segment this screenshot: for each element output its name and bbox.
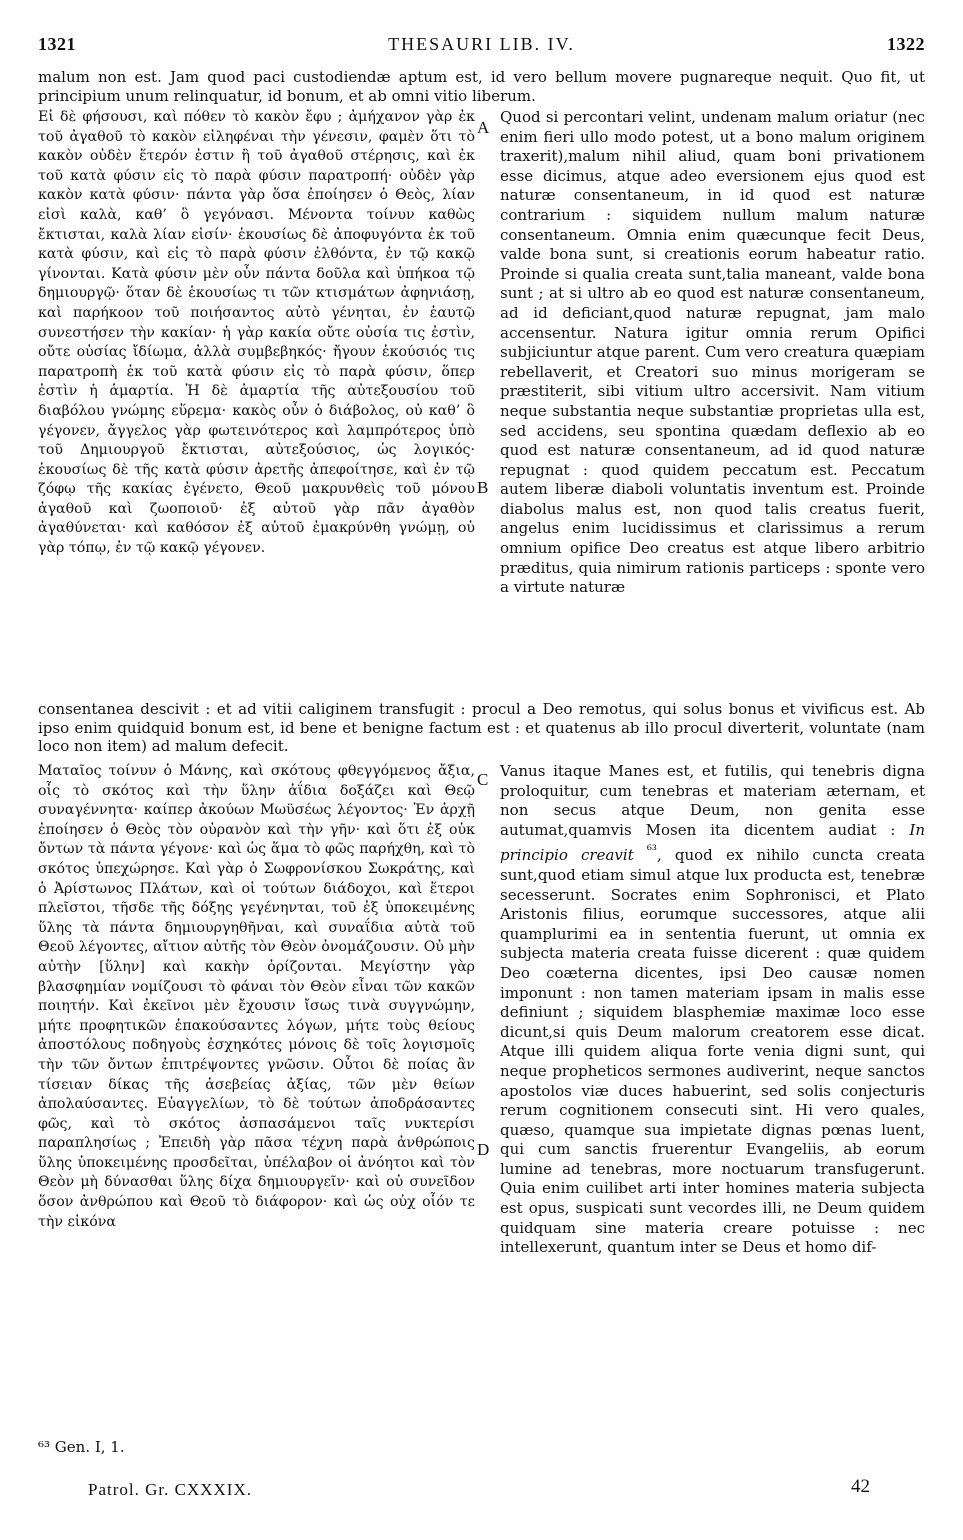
footer-collection: Patrol. Gr. CXXXIX.: [88, 1480, 252, 1499]
middle-paragraph: consentanea descivit : et ad vitii caliginem transfugit : procul a Deo remotus, qui solus bonus et vivificus est. Ab ipso enim quidquid bonum est, id bene et benigne factum est : et quatenus ab illo procul diverterit, voluntate (nam loco non item) ad malum defecit.: [38, 700, 925, 755]
margin-letter-d: D: [477, 1140, 490, 1159]
scripture-citation: In principio creavit: [500, 820, 925, 865]
footnote-ref: ⁶³: [646, 842, 657, 858]
latin-text-2b: , quod ex nihilo cuncta creata sunt,quod etiam simul atque lux producta est, tenebræ secesserunt. Socrates enim Sophronisci, et Plato Aristonis filius, eorumque successores, atque alii quamplurimi ea in sententia fuerunt, ut omnia ex subjecta materia creata fuisse dicerent : quæ quidem Deo coæterna dicentes, ipsi Deo causæ nomen imponunt : non tamen materiam ipsam in malis esse definiunt ; siquidem blasphemiæ maximæ loco esse dicunt,si quis Deum malorum creatorem esse dicat. Atque illi quidem aliqua forte venia digni sunt, qui neque propheticos sermones audiverint, neque sanctos apostolos viæ duces habuerint, sed solis conjecturis rerum cognitionem consecuti sint. Hi vero quales, quæso, quamque sua impietate dignas pœnas luent, qui cum sanctis fruerentur Evangeliis, ab eorum lumine ad tenebras, more noctuarum transfugerunt. Quia enim cuilibet arti inter homines materia subjecta est opus, suspicati sunt vecordes illi, ne Deum quidem quidquam sine materia creare potuisse : nec intellexerunt, quantum inter se Deus et homo dif-: [500, 846, 925, 1257]
latin-column-2: [500, 762, 925, 1418]
greek-column-2: Ματαῖος τοίνυν ὁ Μάνης, καὶ σκότους φθεγγόμενος ἄξια, οἷς τὸ σκότος καὶ τὴν ὕλην ἀΐδια δοξάζει καὶ Θεῷ συναγέννητα· καίπερ ἀκούων Μωϋσέως λέγοντος· Ἐν ἀρχῇ ἐποίησεν ὁ Θεὸς τὸν οὐρανὸν καὶ τὴν γῆν· καὶ ὅτι ἐξ οὐκ ὄντων τὰ πάντα γέγονε· καὶ ὡς ἅμα τὸ φῶς παρήχθη, καὶ τὸ σκότος ὑπεχώρησε. Καὶ γὰρ ὁ Σωφρονίσκου Σωκράτης, καὶ ὁ Ἀρίστωνος Πλάτων, καὶ οἱ τούτων διάδοχοι, καὶ ἕτεροι πλεῖστοι, τῆσδε τῆς δόξης γεγένηνται, τοῦ ἐξ ὑποκειμένης ὕλης τὰ πάντα δημιουργηθῆναι, καὶ συναΐδια αὐτὰ τοῦ Θεοῦ λέγοντες, αἴτιον αὐτῆς τὸν Θεὸν ὀνομάζουσιν. Οὐ μὴν αὐτὴν [ὕλην] καὶ κακὴν ὁρίζονται. Μεγίστην γὰρ βλασφημίαν νομίζουσι τὸ φάναι τὸν Θεὸν εἶναι τῶν κακῶν ποιητήν. Καὶ ἐκεῖνοι μὲν ἔχουσιν ἴσως τινὰ συγγνώμην, μήτε προφητικῶν ἐπακούσαντες λόγων, μήτε τοὺς θείους ἀποστόλους ποδηγοὺς ἐσχηκότες μόνοις δὲ τοῖς λογισμοῖς τὴν τῶν ὄντων ἐπιτρέψοντες γνῶσιν. Οὗτοι δὲ ποίας ἂν τίσειαν δίκας τῆς ἀσεβείας ἀξίας, τῶν μὲν θείων ἀπολαύσαντες. Εὐαγγελίων, τὸ δὲ τούτων ἀποδράσαντες φῶς, καὶ τὸ σκότος ἀσπασάμενοι ταῖς νυκτερίσι παραπλησίως ; Ἐπειδὴ γὰρ πᾶσα τέχνη παρὰ ἀνθρώποις ὕλης ὑποκειμένης προσδεῖται, ὑπέλαβον οἱ ἀνόητοι καὶ τὸν Θεὸν μὴ δύνασθαι ὕλης δίχα δημιουργεῖν· καὶ οὐ συνεῖδον ὅσον ἀνθρώπου καὶ Θεοῦ τὸ διάφορον· καὶ ὡς οὐχ οἷόν τε τὴν εἰκόνα: [38, 763, 475, 1230]
greek-column-1: Εἰ δὲ φήσουσι, καὶ πόθεν τὸ κακὸν ἔφυ ; ἀμήχανον γὰρ ἐκ τοῦ ἀγαθοῦ τὸ κακὸν εἰληφέναι τὴν γένεσιν, φαμὲν ὅτι τὸ κακὸν οὐδὲν ἕτερόν ἐστιν ἢ τοῦ ἀγαθοῦ στέρησις, καὶ ἐκ τοῦ κατὰ φύσιν εἰς τὸ παρὰ φύσιν παρατροπή· οὐδὲν γὰρ κακὸν κατὰ φύσιν· πάντα γὰρ ὅσα ἐποίησεν ὁ Θεὸς, λίαν εἰσὶ καλὰ, καθ’ ὃ γεγόνασι. Μένοντα τοίνυν καθὼς ἔκτισται, καλὰ λίαν εἰσίν· ἑκουσίως δὲ ἀποφυγόντα ἐκ τοῦ κατὰ φύσιν, καὶ εἰς τὸ παρὰ φύσιν ἐλθόντα, ἐν τῷ κακῷ γίνονται. Κατὰ φύσιν μὲν οὖν πάντα δοῦλα καὶ ὑπήκοα τῷ δημιουργῷ· ὅταν δὲ ἑκουσίως τι τῶν κτισμάτων ἀφηνιάσῃ, καὶ παρήκοον τοῦ ποιήσαντος αὐτὸ γένηται, ἐν ἑαυτῷ συνεστήσεν τὴν κακίαν· ἡ γὰρ κακία οὔτε οὐσία τις ἐστὶν, οὔτε οὐσίας ἴδίωμα, ἀλλὰ συμβεβηκός· ἤγουν ἑκούσιός τις παρατροπὴ ἐκ τοῦ κατὰ φύσιν εἰς τὸ παρὰ φύσιν, ὅπερ ἐστὶν ἡ ἁμαρτία. Ἡ δὲ ἁμαρτία τῆς αὐτεξουσίου τοῦ διαβόλου γνώμης εὕρεμα· κακὸς οὖν ὁ διάβολος, οὐ καθ’ ὃ γέγονεν, ἄγγελος γὰρ φωτεινότερος καὶ λαμπρότερος ὑπὸ τοῦ Δημιουργοῦ ἔκτισται, αὐτεξούσιος, ὡς λογικός· ἑκουσίως δὲ τῆς κατὰ φύσιν ἀρετῆς ἀπεφοίτησε, καὶ ἐν τῷ ζόφῳ τῆς κακίας ἐγένετο, Θεοῦ μακρυνθεὶς τοῦ μόνου ἀγαθοῦ καὶ ζωοποιοῦ· ἐξ αὐτοῦ γὰρ πᾶν ἀγαθὸν ἀγαθύνεται· καὶ καθόσον ἐξ αὐτοῦ ἐμακρύνθη γνώμῃ, οὐ γὰρ τόπῳ, ἐν τῷ κακῷ γέγονεν.: [38, 109, 475, 557]
page-number-right: 1322: [887, 34, 925, 54]
margin-letter-a: A: [477, 118, 490, 137]
latin-column-1: Quod si percontari velint, undenam malum oriatur (nec enim fieri ullo modo potest, ut a bono malum originem traxerit),malum nihil aliud, quam boni privationem esse dicimus, atque adeo eversionem ejus quod est naturæ consentaneum, in id quod est naturæ contrarium : siquidem nullum malum naturæ consentaneum. Omnia enim quæcunque fecit Deus, valde bona sunt, si creationis eorum habeatur ratio. Proinde si qualia creata sunt,talia maneant, valde bona sunt ; at si ultro ab eo quod est naturæ consentaneum, ad id deficiant,quod naturæ repugnat, jam malo accensentur. Natura igitur omnia rerum Opifici subjiciuntur atque parent. Cum vero creatura quæpiam rebellaverit, et Creatori suo minus morigeram se præstiterit, sibi vitium ultro accersivit. Nam vitium neque substantia neque substantiæ proprietas ulla est, sed accidens, seu spontina quædam deflexio ab eo quod est naturæ consentaneum, ad id quod naturæ repugnat : quod quidem peccatum est. Peccatum autem liberæ diaboli voluntatis inventum est. Proinde diabolus malus est, non quod talis creatus fuerit, angelus enim lucidissimus et clarissimus a rerum omnium opifice Deo creatus est atque libero arbitrio præditus, quia nimirum rationis particeps : sponte vero a virtute naturæ: [500, 108, 925, 597]
page-number-left: 1321: [38, 34, 76, 54]
footer-signature: 42: [851, 1476, 870, 1497]
latin-text-2a: Vanus itaque Manes est, et futilis, qui tenebris digna proloquitur, cum tenebras et materiam æternam, et non secus atque Deum, non genita esse autumat,quamvis Mosen ita dicentem audiat :: [500, 762, 925, 839]
top-paragraph: malum non est. Jam quod paci custodiendæ aptum est, id vero bellum movere pugnareque nequit. Quo fit, ut principium unum relinquatur, id bonum, et ab omni vitio liberum.: [38, 68, 925, 105]
margin-letter-b: B: [477, 478, 489, 497]
running-title: THESAURI LIB. IV.: [388, 34, 575, 54]
running-header: [38, 34, 925, 60]
margin-letter-c: C: [477, 770, 489, 789]
footnote: ⁶³ Gen. I, 1.: [38, 1438, 125, 1456]
